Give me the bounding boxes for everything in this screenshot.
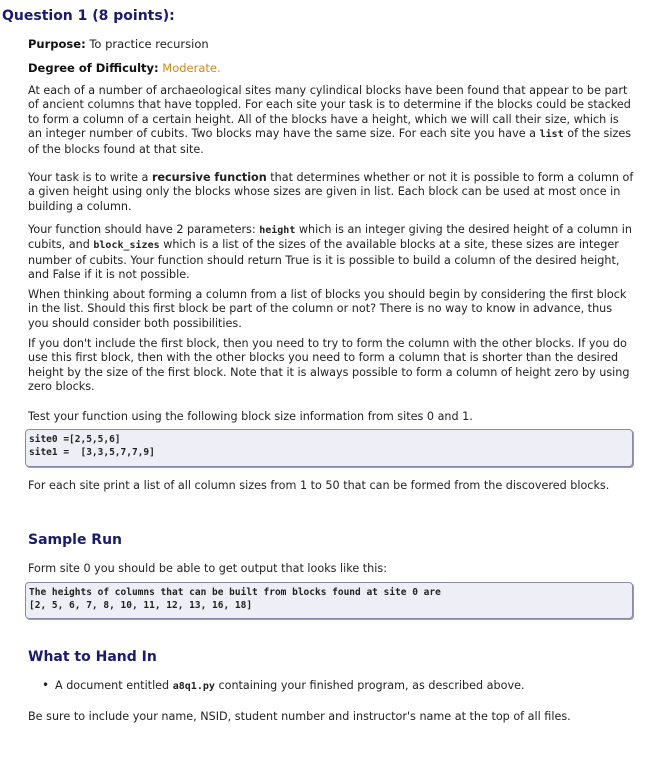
paragraph-test — [28, 410, 634, 424]
code-line: site0 =[2,5,5,6] — [29, 434, 121, 445]
question-title: Question 1 (8 points): — [2, 8, 175, 24]
bullet-icon: • — [42, 678, 50, 692]
para3-post: which is a list of the sizes of the available blocks at a site, these sizes are integer number of cubits. Your function should return True is it is possible to build a column of the desired height, and False if it is not possible. — [28, 238, 620, 282]
sample-run-intro — [28, 562, 634, 576]
footer-text: Be sure to include your name, NSID, student number and instructor's name at the top of all files. — [28, 710, 571, 723]
difficulty-label: Degree of Difficulty: — [28, 61, 159, 75]
purpose-line — [28, 37, 209, 51]
para4-text: When thinking about forming a column from a list of blocks you should begin by considering the first block in the list. Should this first block be part of the column or not? There is no way to know in advance, thus you should consider both possibilities. — [28, 288, 627, 330]
para1-text: At each of a number of archaeological sites many cylindical blocks have been found that appear to be part of ancient columns that have toppled. For each site your task is to determine if the blocks could be stacked to form a column of a certain height. All of the blocks have a height, which we will call their size, which is an integer number of cubits. Two blocks may have the same size. For each site you have a — [28, 84, 631, 141]
hand-in-heading: What to Hand In — [28, 649, 157, 665]
paragraph-include — [28, 337, 634, 395]
para3-pre: Your function should have 2 parameters: — [28, 223, 256, 236]
paragraph-task — [28, 171, 634, 214]
para1-tail: of the sizes of the blocks found at that site. — [28, 127, 632, 156]
purpose-label: Purpose: — [28, 37, 86, 51]
para3-code-height: height — [259, 225, 296, 236]
paragraph-intro — [28, 84, 634, 157]
bullet-code: a8q1.py — [172, 681, 215, 692]
bullet-pre: A document entitled — [55, 679, 170, 692]
paragraph-parameters — [28, 223, 634, 283]
difficulty-line — [28, 61, 221, 75]
para2-post: that determines whether or not it is possible to form a column of a given height using only the blocks whose sizes are given in list. Each block can be used at most once in building a column. — [28, 171, 634, 213]
paragraph-thinking — [28, 288, 634, 331]
code-block-output — [25, 582, 633, 619]
para1-code: list — [539, 129, 564, 141]
difficulty-value: Moderate. — [162, 61, 221, 75]
purpose-value: To practice recursion — [89, 37, 209, 51]
para2-bold: recursive function — [151, 171, 267, 184]
para3-code-block-sizes: block_sizes — [93, 240, 160, 252]
hand-in-bullet — [55, 679, 635, 694]
code-line: site1 = [3,3,5,7,7,9] — [29, 447, 155, 458]
bullet-post: containing your finished program, as described above. — [218, 679, 525, 692]
code-line: [2, 5, 6, 7, 8, 10, 11, 12, 13, 16, 18] — [29, 600, 253, 611]
sample-run-heading: Sample Run — [28, 532, 123, 548]
sample-run-intro-text: Form site 0 you should be able to get output that looks like this: — [28, 562, 387, 575]
para3-mid: which is an integer giving the desired height of a column in cubits, and — [28, 223, 632, 252]
hand-in-footer — [28, 710, 634, 724]
paragraph-print — [28, 479, 634, 493]
para6-text: Test your function using the following block size information from sites 0 and 1. — [28, 410, 473, 423]
code-block-sites — [25, 429, 633, 467]
para7-text: For each site print a list of all column sizes from 1 to 50 that can be formed from the discovered blocks. — [28, 479, 610, 492]
para5-text: If you don't include the first block, then you need to try to form the column with the other blocks. If you do use this first block, then with the other blocks you need to form a column that is shorter than the desired height by the size of the first block. Note that it is always possible to form a column of height zero by using zero blocks. — [28, 337, 630, 394]
para2-pre: Your task is to write a — [28, 171, 149, 184]
code-line: The heights of columns that can be built from blocks found at site 0 are — [29, 587, 441, 598]
